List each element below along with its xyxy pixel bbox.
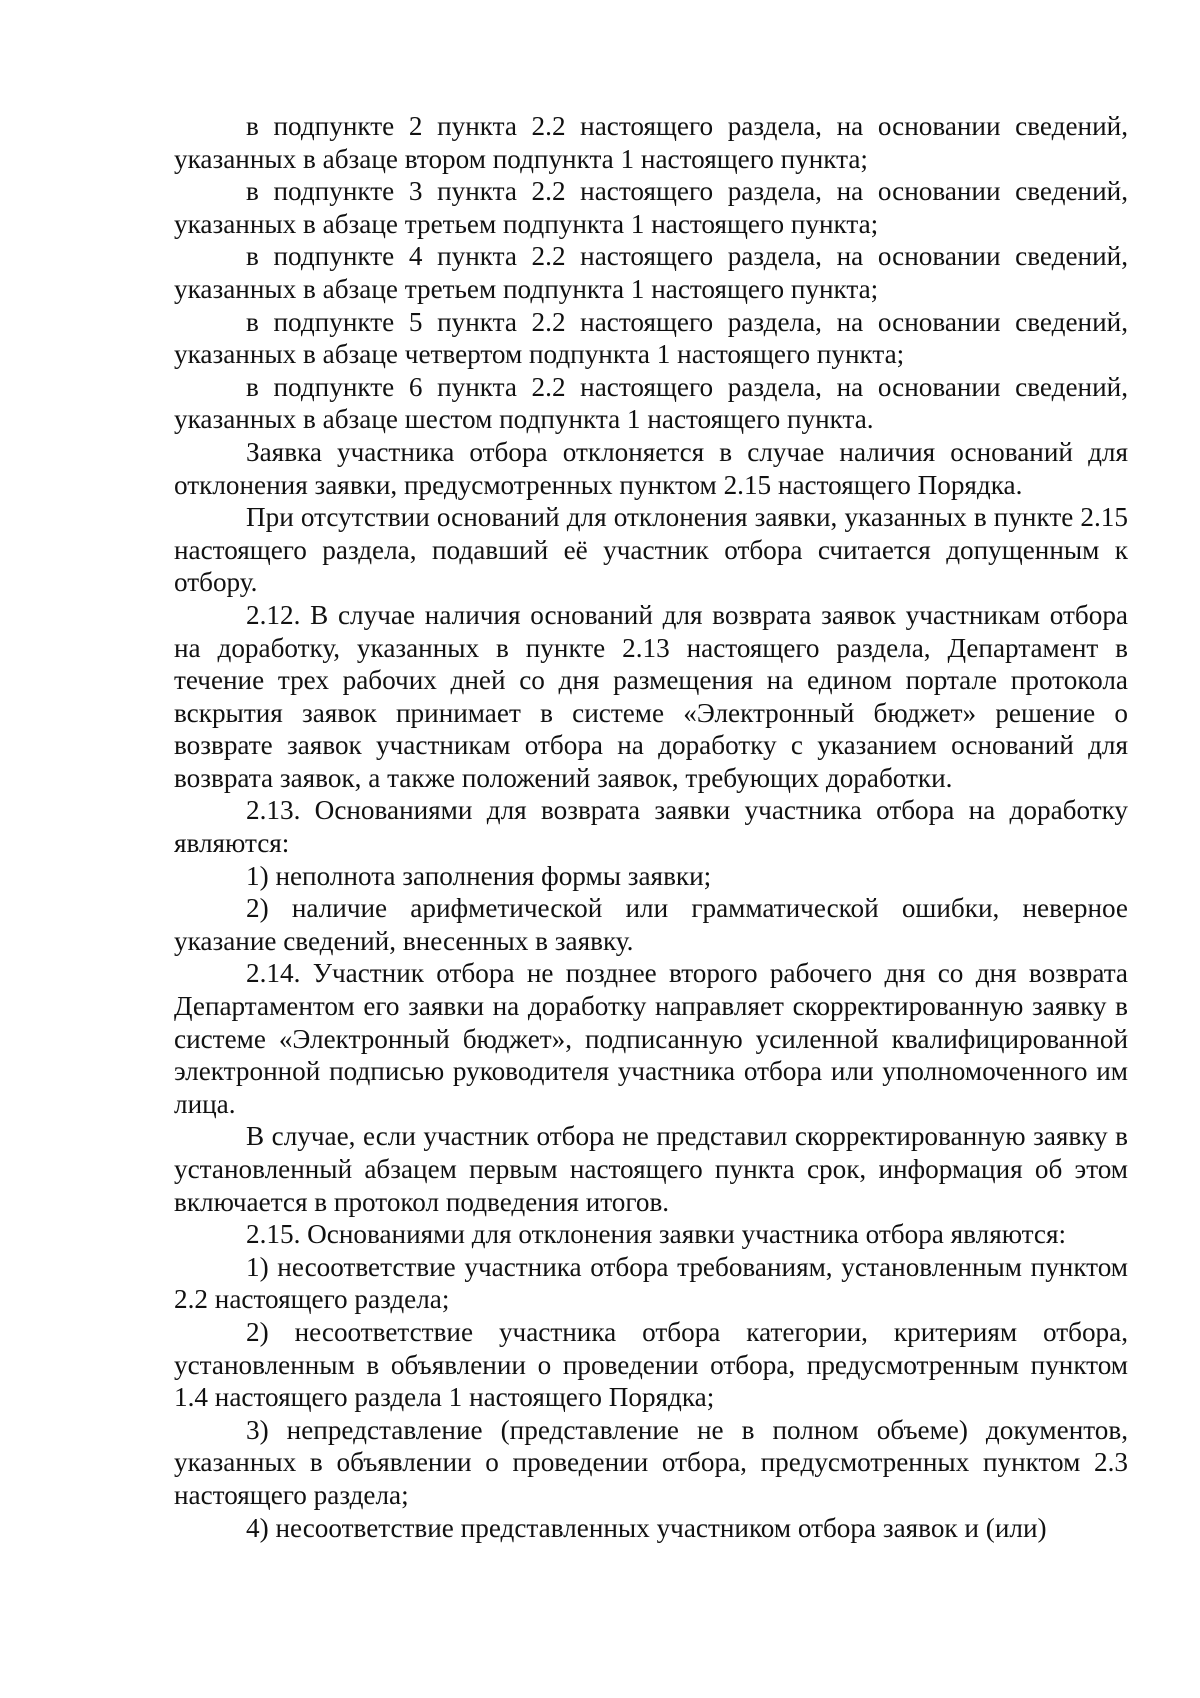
paragraph-8: 2.12. В случае наличия оснований для возврата заявок участникам отбора на доработку, указанных в пункте 2.13 настоящего раздела, Департамент в течение трех рабочих дней со дня размещения на едином портале протокола вскрытия заявок принимает в системе «Электронный бюджет» решение о возврате заявок участникам отбора на доработку с указанием оснований для возврата заявок, а также положений заявок, требующих доработки. (174, 599, 1128, 793)
paragraph-17: 3) непредставление (представление не в полном объеме) документов, указанных в объявлении о проведении отбора, предусмотренных пунктом 2.3 настоящего раздела; (174, 1414, 1128, 1510)
paragraph-6: Заявка участника отбора отклоняется в случае наличия оснований для отклонения заявки, предусмотренных пунктом 2.15 настоящего Порядка. (174, 436, 1128, 500)
paragraph-18: 4) несоответствие представленных участником отбора заявок и (или) (246, 1512, 1047, 1543)
paragraph-1: в подпункте 2 пункта 2.2 настоящего раздела, на основании сведений, указанных в абзаце втором подпункта 1 настоящего пункта; (174, 111, 1128, 174)
paragraph-2: в подпункте 3 пункта 2.2 настоящего раздела, на основании сведений, указанных в абзаце третьем подпункта 1 настоящего пункта; (174, 176, 1128, 239)
paragraph-4: в подпункте 5 пункта 2.2 настоящего раздела, на основании сведений, указанных в абзаце четвертом подпункта 1 настоящего пункта; (174, 306, 1128, 370)
paragraph-3: в подпункте 4 пункта 2.2 настоящего раздела, на основании сведений, указанных в абзаце третьем подпункта 1 настоящего пункта; (174, 241, 1128, 304)
paragraph-12: 2.14. Участник отбора не позднее второго рабочего дня со дня возврата Департаментом его заявки на доработку направляет скорректированную заявку в системе «Электронный бюджет», подписанную усиленной квалифицированной электронной подписью руководителя участника отбора или уполномоченного им лица. (174, 958, 1128, 1119)
paragraph-14: 2.15. Основаниями для отклонения заявки участника отбора являются: (246, 1219, 1067, 1250)
document-body (174, 110, 1128, 1544)
paragraph-16: 2) несоответствие участника отбора категории, критериям отбора, установленным в объявлении о проведении отбора, предусмотренным пунктом 1.4 настоящего раздела 1 настоящего Порядка; (174, 1316, 1128, 1413)
paragraph-11: 2) наличие арифметической или грамматической ошибки, неверное указание сведений, внесенных в заявку. (174, 893, 1128, 956)
paragraph-13: В случае, если участник отбора не представил скорректированную заявку в установленный абзацем первым настоящего пункта срок, информация об этом включается в протокол подведения итогов. (174, 1121, 1128, 1217)
paragraph-10: 1) неполнота заполнения формы заявки; (246, 860, 712, 891)
paragraph-5: в подпункте 6 пункта 2.2 настоящего раздела, на основании сведений, указанных в абзаце шестом подпункта 1 настоящего пункта. (174, 371, 1128, 435)
paragraph-15: 1) несоответствие участника отбора требованиям, установленным пунктом 2.2 настоящего раздела; (174, 1251, 1128, 1315)
paragraph-9: 2.13. Основаниями для возврата заявки участника отбора на доработку являются: (174, 795, 1128, 859)
paragraph-7: При отсутствии оснований для отклонения заявки, указанных в пункте 2.15 настоящего раздела, подавший её участник отбора считается допущенным к отбору. (174, 502, 1128, 598)
